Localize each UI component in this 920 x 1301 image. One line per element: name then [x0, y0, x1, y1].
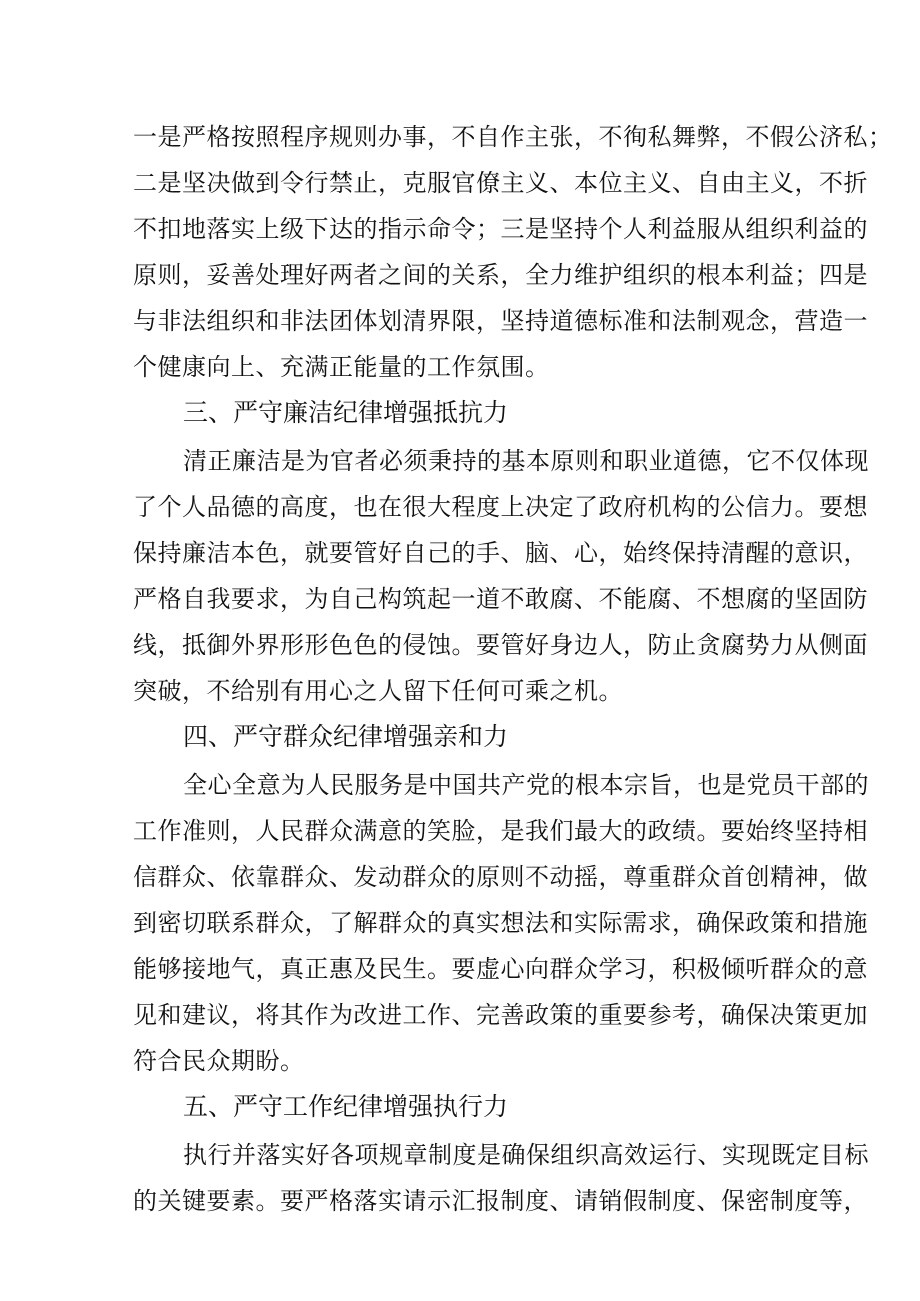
- paragraph-line: 线，抵御外界形形色色的侵蚀。要管好身边人，防止贪腐势力从侧面: [133, 631, 868, 659]
- section4-paragraph: [133, 762, 869, 1084]
- paragraph-line: 一是严格按照程序规则办事，不自作主张，不徇私舞弊，不假公济私；: [133, 123, 893, 151]
- paragraph-line: 个健康向上、充满正能量的工作氛围。: [133, 353, 550, 381]
- paragraph-line: 严格自我要求，为自己构筑起一道不敢腐、不能腐、不想腐的坚固防: [133, 585, 868, 613]
- document-body: [133, 114, 893, 1224]
- section3-heading: 三、严守廉洁纪律增强抵抗力: [183, 398, 509, 427]
- paragraph-line: 执行并落实好各项规章制度是确保组织高效运行、实现既定目标: [183, 1141, 869, 1169]
- section5-heading: 五、严守工作纪律增强执行力: [183, 1092, 509, 1121]
- paragraph-line: 了个人品德的高度，也在很大程度上决定了政府机构的公信力。要想: [133, 493, 868, 521]
- paragraph-line: 的关键要素。要严格落实请示汇报制度、请销假制度、保密制度等，: [133, 1187, 868, 1215]
- paragraph-line: 不扣地落实上级下达的指示命令；三是坚持个人利益服从组织利益的: [133, 215, 868, 243]
- section2-tail-paragraph: [133, 114, 893, 390]
- paragraph-line: 能够接地气，真正惠及民生。要虚心向群众学习，积极倾听群众的意: [133, 955, 868, 983]
- paragraph-line: 信群众、依靠群众、发动群众的原则不动摇，尊重群众首创精神，做: [133, 863, 868, 891]
- paragraph-line: 保持廉洁本色，就要管好自己的手、脑、心，始终保持清醒的意识，: [133, 539, 868, 567]
- section3-paragraph: [133, 438, 869, 714]
- paragraph-line: 见和建议，将其作为改进工作、完善政策的重要参考，确保决策更加: [133, 1001, 868, 1029]
- paragraph-line: 符合民众期盼。: [133, 1047, 305, 1075]
- section5-paragraph: [133, 1132, 869, 1224]
- paragraph-line: 与非法组织和非法团体划清界限，坚持道德标准和法制观念，营造一: [133, 307, 868, 335]
- paragraph-line: 全心全意为人民服务是中国共产党的根本宗旨，也是党员干部的: [183, 771, 869, 799]
- paragraph-line: 清正廉洁是为官者必须秉持的基本原则和职业道德，它不仅体现: [183, 447, 869, 475]
- paragraph-line: 工作准则，人民群众满意的笑脸，是我们最大的政绩。要始终坚持相: [133, 817, 868, 845]
- paragraph-line: 原则，妥善处理好两者之间的关系，全力维护组织的根本利益；四是: [133, 261, 868, 289]
- paragraph-line: 到密切联系群众，了解群众的真实想法和实际需求，确保政策和措施: [133, 909, 868, 937]
- paragraph-line: 二是坚决做到令行禁止，克服官僚主义、本位主义、自由主义，不折: [133, 169, 868, 197]
- paragraph-line: 突破，不给别有用心之人留下任何可乘之机。: [133, 677, 623, 705]
- section4-heading: 四、严守群众纪律增强亲和力: [183, 722, 509, 751]
